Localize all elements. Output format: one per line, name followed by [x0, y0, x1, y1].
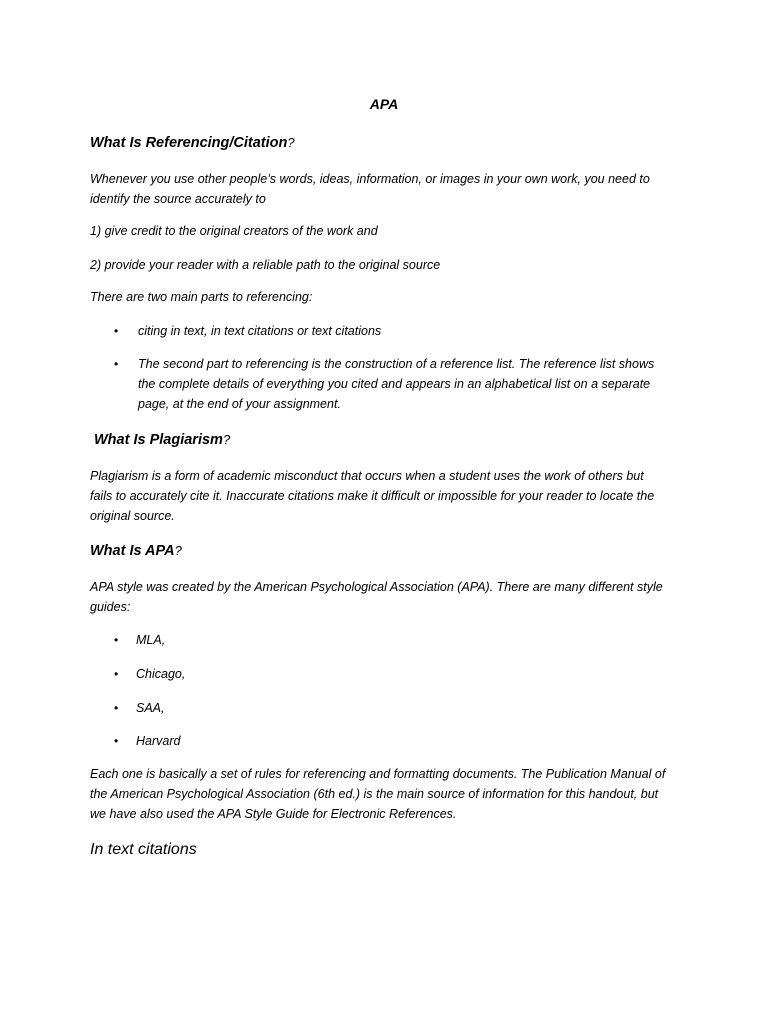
- bullet-symbol: •: [114, 701, 119, 715]
- bullet-symbol: •: [114, 357, 119, 371]
- referencing-point-1: 1) give credit to the original creators of the work and: [90, 224, 378, 238]
- apa-intro-line-1: APA style was created by the American Psychological Association (APA). There are many different style: [90, 580, 663, 594]
- heading-referencing: [90, 133, 295, 153]
- apa-guide-item: SAA,: [136, 701, 165, 715]
- referencing-parts-intro: There are two main parts to referencing:: [90, 290, 313, 304]
- referencing-bullet-2-line-1: The second part to referencing is the construction of a reference list. The reference list shows: [138, 357, 655, 371]
- apa-guide-item: Chicago,: [136, 667, 186, 681]
- referencing-bullet-2-line-3: page, at the end of your assignment.: [138, 397, 341, 411]
- bullet-symbol: •: [114, 324, 119, 338]
- referencing-bullet-1: citing in text, in text citations or text citations: [138, 324, 382, 338]
- apa-closing-line-3: we have also used the APA Style Guide for Electronic References.: [90, 807, 457, 821]
- plagiarism-body-line-1: Plagiarism is a form of academic misconduct that occurs when a student uses the work of others but: [90, 469, 644, 483]
- bullet-symbol: •: [114, 667, 119, 681]
- heading-apa-text: What Is APA: [90, 543, 175, 559]
- heading-referencing-mark: ?: [287, 135, 295, 150]
- apa-closing-line-1: Each one is basically a set of rules for referencing and formatting documents. The Publication Manual of: [90, 767, 666, 781]
- heading-apa-mark: ?: [174, 543, 182, 558]
- heading-referencing-text: What Is Referencing/Citation: [90, 135, 288, 151]
- apa-closing-line-2: the American Psychological Association (6th ed.) is the main source of information for this handout, but: [90, 787, 659, 801]
- heading-plagiarism: [94, 430, 230, 450]
- apa-intro-line-2: guides:: [90, 600, 131, 614]
- referencing-intro-line-2: identify the source accurately to: [90, 192, 266, 206]
- heading-plagiarism-mark: ?: [222, 432, 231, 447]
- page-title: APA: [369, 96, 399, 112]
- apa-guide-item: Harvard: [136, 734, 181, 748]
- referencing-bullet-2-line-2: the complete details of everything you cited and appears in an alphabetical list on a separate: [138, 377, 651, 391]
- bullet-symbol: •: [114, 734, 119, 748]
- apa-guide-item: MLA,: [136, 633, 166, 647]
- plagiarism-body-line-3: original source.: [90, 509, 175, 523]
- referencing-point-2: 2) provide your reader with a reliable path to the original source: [90, 258, 441, 272]
- heading-plagiarism-text: What Is Plagiarism: [94, 432, 223, 448]
- bullet-symbol: •: [114, 633, 119, 647]
- heading-in-text-citations: In text citations: [90, 841, 197, 858]
- referencing-intro-line-1: Whenever you use other people’s words, ideas, information, or images in your own work, you need to: [90, 172, 650, 186]
- heading-apa: [90, 541, 182, 561]
- plagiarism-body-line-2: fails to accurately cite it. Inaccurate citations make it difficult or impossible for your reader to locate the: [90, 489, 655, 503]
